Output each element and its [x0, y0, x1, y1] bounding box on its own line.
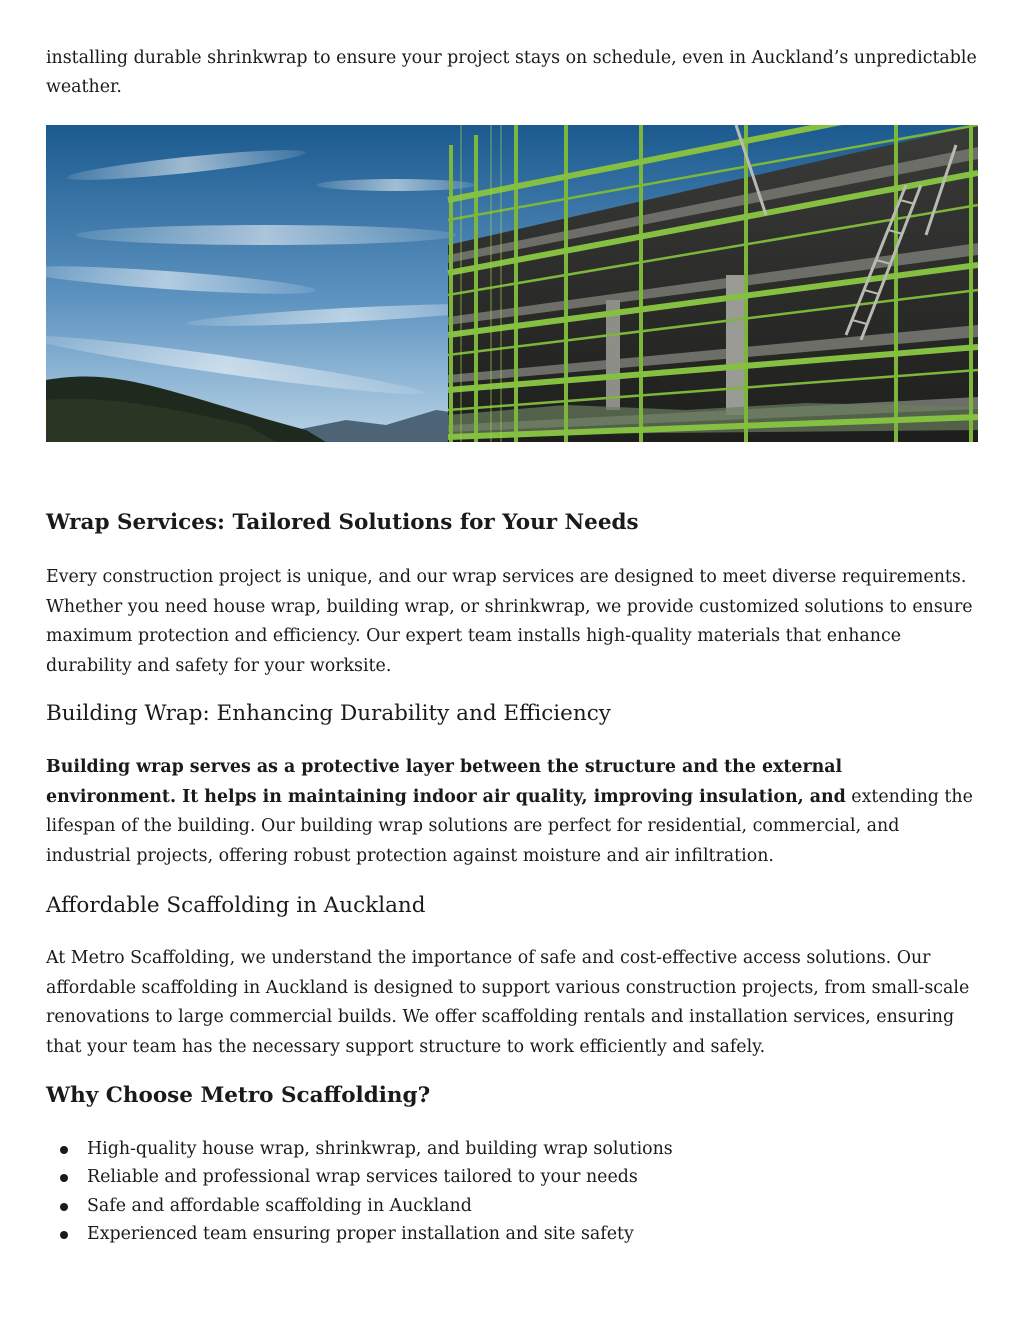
bullet-icon — [60, 1231, 68, 1239]
building-wrap-text: extending the lifespan of the building. Our building wrap solutions are perfect for residential, commercial, and industrial projects, offering robust protection against moisture and air infiltration. — [46, 786, 973, 866]
building-wrap-paragraph — [46, 753, 978, 871]
wrap-services-paragraph: Every construction project is unique, and our wrap services are designed to meet diverse requirements. Whether you need house wrap, building wrap, or shrinkwrap, we provide customized solutions to ensure maximum protection and efficiency. Our expert team installs high-quality materials that enhance durability and safety for your worksite. — [46, 567, 973, 676]
bullet-icon — [60, 1203, 68, 1211]
list-item — [46, 1135, 978, 1163]
intro-paragraph: installing durable shrinkwrap to ensure your project stays on schedule, even in Auckland’s unpredictable weather. — [46, 48, 977, 97]
why-choose-heading: Why Choose Metro Scaffolding? — [46, 1083, 431, 1108]
bullet-icon — [60, 1146, 68, 1154]
list-item — [46, 1163, 978, 1191]
wrap-services-heading: Wrap Services: Tailored Solutions for Your Needs — [46, 510, 639, 535]
list-item — [46, 1220, 978, 1248]
list-item — [46, 1192, 978, 1220]
list-item-text: Safe and affordable scaffolding in Auckland — [87, 1195, 472, 1216]
bullet-icon — [60, 1174, 68, 1182]
list-item-text: High-quality house wrap, shrinkwrap, and building wrap solutions — [87, 1139, 673, 1159]
scaffolding-photo — [46, 125, 978, 442]
affordable-scaffolding-paragraph: At Metro Scaffolding, we understand the importance of safe and cost-effective access solutions. Our affordable scaffolding in Auckland is designed to support various construction projects, from small-scale renovations to large commercial builds. We offer scaffolding rentals and installation services, ensuring that your team has the necessary support structure to work efficiently and safely. — [46, 948, 970, 1057]
building-wrap-heading: Building Wrap: Enhancing Durability and Efficiency — [46, 701, 611, 726]
why-choose-list — [46, 1135, 978, 1248]
list-item-text: Reliable and professional wrap services tailored to your needs — [87, 1167, 638, 1188]
building-wrap-bold-text: Building wrap serves as a protective layer between the structure and the external environment. It helps in maintaining indoor air quality, improving insulation, and — [46, 757, 846, 807]
affordable-scaffolding-heading: Affordable Scaffolding in Auckland — [46, 893, 426, 918]
list-item-text: Experienced team ensuring proper installation and site safety — [87, 1223, 634, 1244]
